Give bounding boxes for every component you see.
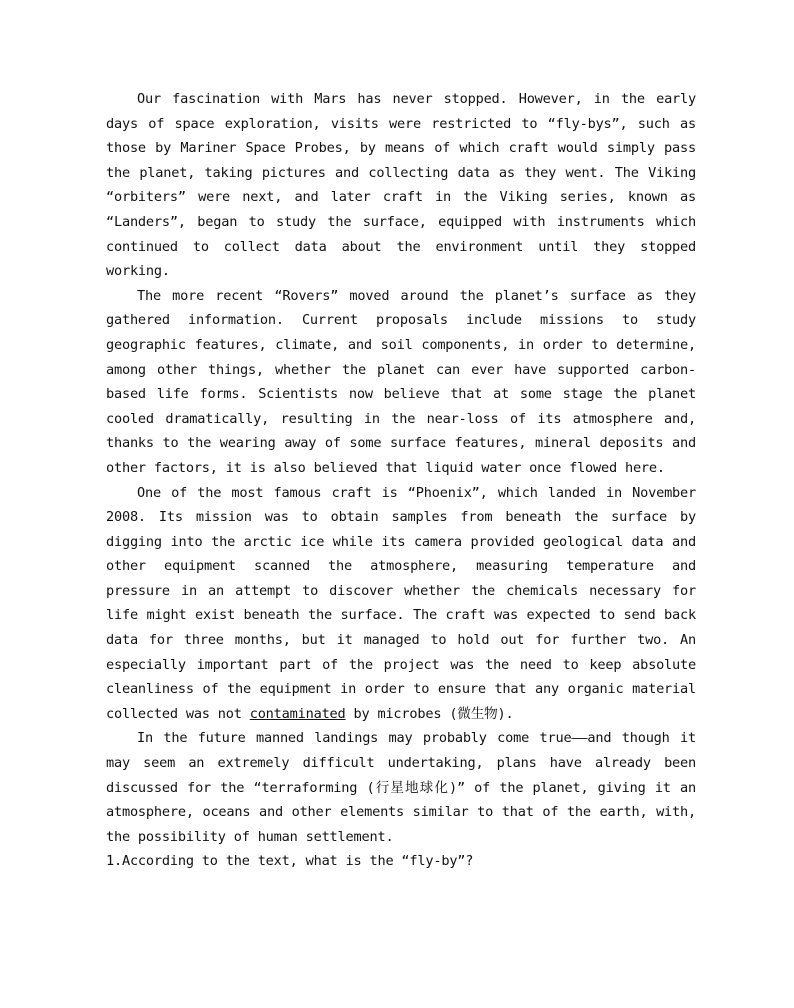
underlined-word: contaminated (249, 705, 346, 722)
document-page (106, 87, 696, 874)
paragraph-3-end: by microbes (微生物). (345, 705, 514, 722)
question-1: 1.According to the text, what is the “fly-by”? (106, 853, 474, 870)
paragraph-4: In the future manned landings may probably come true——and though it may seem an extremely difficult undertaking, plans have already been discussed for the “terraforming (行星地球化)” of the planet, giving it an atmosphere, oceans and other elements similar to that of the earth, with, the possibility of human settlement. (106, 730, 696, 845)
paragraph-3-text: One of the most famous craft is “Phoenix”, which landed in November 2008. Its mission was to obtain samples from beneath the surface by digging into the arctic ice while its camera provided geological data and other equipment scanned the atmosphere, measuring temperature and pressure in an attempt to discover whether the chemicals necessary for life might exist beneath the surface. The craft was expected to send back data for three months, but it managed to hold out for further two. An especially important part of the project was the need to keep absolute cleanliness of the equipment in order to ensure that any organic material collected was not (106, 484, 696, 722)
paragraph-1: Our fascination with Mars has never stopped. However, in the early days of space exploration, visits were restricted to “fly-bys”, such as those by Mariner Space Probes, by means of which craft would simply pass the planet, taking pictures and collecting data as they went. The Viking “orbiters” were next, and later craft in the Viking series, known as “Landers”, began to study the surface, equipped with instruments which continued to collect data about the environment until they stopped working. (106, 91, 696, 280)
paragraph-2: The more recent “Rovers” moved around the planet’s surface as they gathered information. Current proposals include missions to study geographic features, climate, and soil components, in order to determine, among other things, whether the planet can ever have supported carbon-based life forms. Scientists now believe that at some stage the planet cooled dramatically, resulting in the near-loss of its atmosphere and, thanks to the wearing away of some surface features, mineral deposits and other factors, it is also believed that liquid water once flowed here. (106, 287, 696, 476)
paragraph-3 (106, 481, 696, 727)
